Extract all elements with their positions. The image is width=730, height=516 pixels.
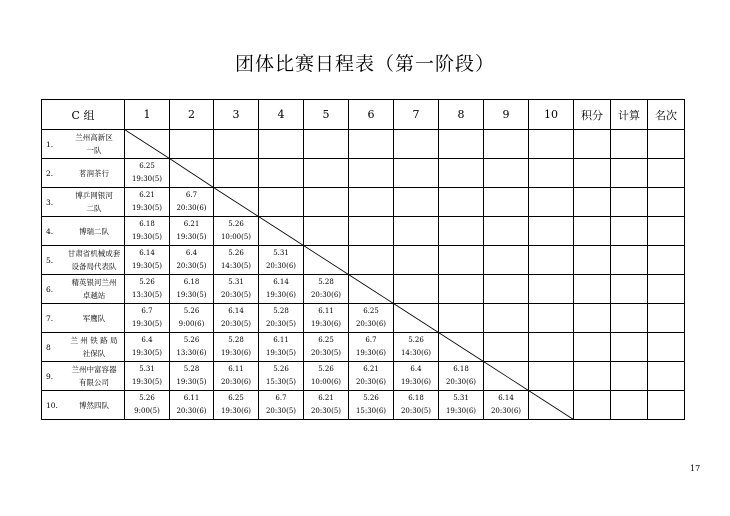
match-time: 20:30(6) — [265, 262, 297, 270]
match-cell — [125, 188, 170, 217]
match-cell — [439, 391, 484, 420]
match-cell — [125, 391, 170, 420]
col-header-2: 2 — [170, 100, 214, 130]
match-date: 5.26 — [318, 365, 334, 373]
match-date: 6.14 — [139, 249, 155, 257]
match-time: 20:30(5) — [220, 291, 252, 299]
match-cell — [170, 391, 214, 420]
match-cell — [484, 304, 529, 333]
match-cell — [439, 217, 484, 246]
match-time: 20:30(6) — [445, 378, 477, 386]
match-date: 5.26 — [363, 394, 379, 402]
table-row — [42, 275, 685, 304]
team-name-line: 博瑞二队 — [79, 226, 109, 236]
match-date: 6.14 — [228, 307, 244, 315]
calc-cell — [611, 159, 648, 188]
match-date: 6.11 — [183, 394, 200, 402]
match-time: 19:30(6) — [220, 349, 252, 357]
match-date: 6.21 — [183, 220, 200, 228]
match-cell — [304, 304, 349, 333]
match-cell — [214, 333, 259, 362]
match-cell — [394, 217, 439, 246]
match-time: 19:30(6) — [355, 349, 387, 357]
header-row — [42, 100, 685, 130]
match-time: 13:30(5) — [131, 291, 163, 299]
score-cell — [574, 391, 611, 420]
team-name-line: 一队 — [86, 146, 102, 155]
match-cell — [304, 159, 349, 188]
match-cell — [259, 275, 304, 304]
table-row — [42, 304, 685, 333]
match-cell — [349, 362, 394, 391]
match-cell — [349, 275, 394, 304]
rank-cell — [648, 217, 685, 246]
page-title: 团体比赛日程表（第一阶段） — [234, 53, 495, 75]
match-time: 19:30(5) — [131, 262, 163, 270]
match-cell — [170, 362, 214, 391]
team-name — [66, 276, 124, 302]
match-cell — [125, 333, 170, 362]
match-time: 20:30(5) — [265, 320, 297, 328]
match-cell — [484, 362, 529, 391]
match-date: 6.14 — [498, 394, 514, 402]
score-header: 积分 — [574, 100, 611, 130]
match-cell — [529, 333, 574, 362]
match-cell — [529, 188, 574, 217]
match-time: 19:30(6) — [445, 407, 477, 415]
team-cell — [42, 188, 125, 217]
match-time: 20:30(6) — [490, 407, 522, 415]
team-cell — [42, 275, 125, 304]
table-row — [42, 362, 685, 391]
match-cell — [529, 362, 574, 391]
match-cell — [349, 246, 394, 275]
table-row — [42, 333, 685, 362]
match-cell — [125, 362, 170, 391]
match-time: 19:30(5) — [176, 233, 207, 241]
rank-cell — [648, 362, 685, 391]
match-date: 5.26 — [273, 365, 289, 373]
team-cell — [42, 362, 125, 391]
col-header-6: 6 — [349, 100, 394, 130]
match-cell — [529, 159, 574, 188]
match-cell — [304, 362, 349, 391]
score-cell — [574, 275, 611, 304]
team-name-line: 有限公司 — [79, 378, 109, 387]
match-date: 6.11 — [273, 336, 289, 344]
match-cell — [439, 275, 484, 304]
match-cell — [125, 304, 170, 333]
match-time: 20:30(6) — [355, 320, 387, 328]
team-cell — [42, 304, 125, 333]
match-date: 5.26 — [228, 220, 244, 228]
team-number: 2. — [46, 168, 54, 178]
team-name — [66, 189, 124, 215]
match-time: 20:30(6) — [355, 378, 387, 386]
team-name-line: 二队 — [86, 204, 102, 213]
match-cell — [529, 391, 574, 420]
rank-cell — [648, 333, 685, 362]
match-time: 15:30(5) — [265, 378, 297, 386]
score-cell — [574, 362, 611, 391]
match-date: 6.18 — [453, 365, 469, 373]
team-cell — [42, 391, 125, 420]
match-cell — [259, 130, 304, 159]
match-cell — [349, 188, 394, 217]
match-cell — [125, 246, 170, 275]
match-cell — [259, 362, 304, 391]
team-name-line: 博然四队 — [79, 400, 109, 410]
team-name-line: 兰州中富容器 — [71, 365, 117, 374]
team-name-line: 社保队 — [82, 349, 106, 358]
match-date: 5.31 — [139, 365, 155, 373]
match-cell — [214, 304, 259, 333]
match-cell — [349, 391, 394, 420]
match-time: 19:30(5) — [176, 291, 207, 299]
match-cell — [349, 130, 394, 159]
team-number: 3. — [46, 197, 54, 207]
match-date: 5.31 — [453, 394, 469, 402]
match-cell — [349, 304, 394, 333]
table-row — [42, 217, 685, 246]
score-cell — [574, 217, 611, 246]
team-cell — [42, 246, 125, 275]
match-cell — [529, 275, 574, 304]
match-date: 6.18 — [408, 394, 424, 402]
match-cell — [439, 333, 484, 362]
team-name-line: 精英银河兰州 — [71, 278, 117, 287]
match-cell — [304, 246, 349, 275]
match-date: 5.26 — [408, 336, 424, 344]
match-time: 19:30(5) — [131, 233, 163, 241]
col-header-4: 4 — [259, 100, 304, 130]
match-cell — [170, 130, 214, 159]
match-date: 6.4 — [410, 365, 422, 373]
team-cell — [42, 333, 125, 362]
match-time: 20:30(6) — [176, 204, 207, 212]
rank-cell — [648, 304, 685, 333]
match-date: 6.4 — [185, 249, 198, 257]
match-time: 20:30(6) — [310, 291, 342, 299]
match-cell — [214, 275, 259, 304]
match-cell — [170, 304, 214, 333]
col-header-9: 9 — [484, 100, 529, 130]
match-cell — [439, 304, 484, 333]
col-header-3: 3 — [214, 100, 259, 130]
match-date: 6.14 — [273, 278, 289, 286]
match-cell — [484, 275, 529, 304]
match-time: 9:00(6) — [178, 320, 205, 328]
match-cell — [304, 217, 349, 246]
col-header-8: 8 — [439, 100, 484, 130]
team-number: 8 — [46, 342, 51, 352]
match-cell — [484, 333, 529, 362]
table-row — [42, 246, 685, 275]
team-name — [66, 225, 124, 238]
match-date: 6.4 — [141, 336, 153, 344]
match-cell — [484, 159, 529, 188]
match-cell — [304, 333, 349, 362]
match-cell — [529, 246, 574, 275]
match-cell — [484, 246, 529, 275]
match-cell — [529, 130, 574, 159]
match-cell — [259, 246, 304, 275]
match-cell — [349, 217, 394, 246]
match-cell — [214, 391, 259, 420]
rank-cell — [648, 391, 685, 420]
team-name — [66, 399, 124, 412]
match-cell — [259, 304, 304, 333]
team-cell — [42, 130, 125, 159]
match-time: 10:00(6) — [310, 378, 342, 386]
team-number: 9. — [46, 371, 54, 381]
match-cell — [214, 130, 259, 159]
match-cell — [259, 333, 304, 362]
match-date: 6.7 — [141, 307, 153, 315]
team-name — [66, 334, 124, 360]
match-time: 19:30(5) — [131, 378, 163, 386]
match-cell — [394, 362, 439, 391]
team-number: 6. — [46, 284, 54, 294]
col-header-10: 10 — [529, 100, 574, 130]
col-header-1: 1 — [125, 100, 170, 130]
match-cell — [214, 159, 259, 188]
match-cell — [394, 275, 439, 304]
match-cell — [439, 188, 484, 217]
score-cell — [574, 188, 611, 217]
match-cell — [529, 217, 574, 246]
match-cell — [484, 130, 529, 159]
calc-cell — [611, 275, 648, 304]
match-date: 5.31 — [228, 278, 244, 286]
team-name-line: 茗润茶行 — [79, 168, 109, 178]
match-time: 19:30(6) — [220, 407, 252, 415]
rank-cell — [648, 246, 685, 275]
match-time: 19:30(5) — [176, 378, 207, 386]
match-cell — [439, 159, 484, 188]
match-date: 5.26 — [139, 278, 155, 286]
match-time: 20:30(6) — [220, 378, 252, 386]
calc-cell — [611, 188, 648, 217]
match-time: 19:30(6) — [400, 378, 432, 386]
match-cell — [394, 130, 439, 159]
match-time: 19:30(5) — [131, 320, 163, 328]
match-date: 5.28 — [318, 278, 334, 286]
match-date: 5.28 — [183, 365, 200, 373]
match-time: 14:30(5) — [220, 262, 252, 270]
match-time: 19:30(5) — [265, 349, 297, 357]
match-date: 6.25 — [318, 336, 334, 344]
match-date: 6.25 — [139, 162, 155, 170]
match-date: 5.31 — [273, 249, 289, 257]
match-time: 15:30(6) — [355, 407, 387, 415]
match-date: 5.26 — [183, 307, 200, 315]
match-date: 5.26 — [183, 336, 200, 344]
match-date: 6.21 — [363, 365, 379, 373]
rank-cell — [648, 159, 685, 188]
match-cell — [170, 159, 214, 188]
match-cell — [170, 217, 214, 246]
match-cell — [259, 217, 304, 246]
match-date: 6.11 — [318, 307, 334, 315]
match-date: 5.26 — [228, 249, 244, 257]
match-time: 14:30(6) — [400, 349, 432, 357]
score-cell — [574, 130, 611, 159]
match-cell — [394, 304, 439, 333]
team-cell — [42, 159, 125, 188]
team-number: 5. — [46, 255, 54, 265]
match-cell — [304, 275, 349, 304]
team-name — [66, 312, 124, 325]
rank-header: 名次 — [648, 100, 685, 130]
match-cell — [170, 246, 214, 275]
match-cell — [529, 304, 574, 333]
match-time: 20:30(5) — [310, 349, 342, 357]
match-date: 6.7 — [365, 336, 377, 344]
match-date: 6.11 — [228, 365, 244, 373]
match-time: 13:30(6) — [176, 349, 207, 357]
team-name-line: 卓越站 — [82, 291, 106, 300]
match-cell — [394, 188, 439, 217]
table-row — [42, 391, 685, 420]
match-cell — [484, 391, 529, 420]
match-cell — [214, 188, 259, 217]
col-header-7: 7 — [394, 100, 439, 130]
match-time: 10:00(5) — [220, 233, 252, 241]
team-name-line: 甘肃省机械成套 — [67, 249, 121, 258]
match-cell — [214, 362, 259, 391]
match-cell — [439, 130, 484, 159]
calc-cell — [611, 246, 648, 275]
table-row — [42, 130, 685, 159]
match-cell — [125, 217, 170, 246]
team-number: 4. — [46, 226, 54, 236]
match-cell — [484, 217, 529, 246]
match-cell — [394, 391, 439, 420]
match-time: 20:30(5) — [176, 262, 207, 270]
match-time: 20:30(5) — [265, 407, 297, 415]
match-cell — [394, 333, 439, 362]
rank-cell — [648, 188, 685, 217]
match-cell — [304, 391, 349, 420]
match-time: 19:30(5) — [131, 349, 163, 357]
team-name — [66, 167, 124, 180]
calc-cell — [611, 362, 648, 391]
match-cell — [259, 188, 304, 217]
match-cell — [394, 246, 439, 275]
match-time: 20:30(5) — [310, 407, 342, 415]
match-time: 20:30(6) — [176, 407, 207, 415]
match-time: 19:30(5) — [131, 204, 163, 212]
schedule-table — [41, 99, 685, 420]
match-cell — [304, 130, 349, 159]
team-number: 10. — [46, 400, 58, 410]
team-name-line: 兰州高新区 — [75, 133, 113, 142]
match-date: 6.21 — [318, 394, 334, 402]
team-number: 1. — [46, 139, 54, 149]
calc-cell — [611, 217, 648, 246]
team-name-line: 军鹰队 — [82, 313, 106, 323]
match-time: 19:30(6) — [265, 291, 297, 299]
calc-cell — [611, 391, 648, 420]
team-name — [66, 363, 124, 389]
match-cell — [349, 333, 394, 362]
group-header: C 组 — [42, 100, 125, 130]
calc-cell — [611, 130, 648, 159]
match-cell — [484, 188, 529, 217]
team-name — [66, 247, 124, 273]
calc-header: 计算 — [611, 100, 648, 130]
match-time: 20:30(5) — [220, 320, 252, 328]
score-cell — [574, 333, 611, 362]
match-date: 6.21 — [139, 191, 155, 199]
score-cell — [574, 246, 611, 275]
match-cell — [214, 246, 259, 275]
match-cell — [125, 159, 170, 188]
match-cell — [214, 217, 259, 246]
team-cell — [42, 217, 125, 246]
col-header-5: 5 — [304, 100, 349, 130]
match-date: 6.18 — [139, 220, 155, 228]
match-time: 9:00(5) — [134, 407, 160, 415]
team-name-line: 设备局代表队 — [71, 262, 117, 271]
match-cell — [259, 391, 304, 420]
calc-cell — [611, 304, 648, 333]
match-cell — [304, 188, 349, 217]
match-date: 6.25 — [228, 394, 244, 402]
match-cell — [259, 159, 304, 188]
score-cell — [574, 304, 611, 333]
match-cell — [170, 333, 214, 362]
match-date: 6.25 — [363, 307, 379, 315]
table-row — [42, 159, 685, 188]
calc-cell — [611, 333, 648, 362]
match-cell — [439, 246, 484, 275]
match-time: 19:30(6) — [310, 320, 342, 328]
score-cell — [574, 159, 611, 188]
table-row — [42, 188, 685, 217]
match-date: 5.28 — [228, 336, 244, 344]
team-number: 7. — [46, 313, 54, 323]
match-date: 6.7 — [185, 191, 198, 199]
rank-cell — [648, 275, 685, 304]
match-time: 20:30(5) — [400, 407, 432, 415]
match-date: 6.18 — [183, 278, 200, 286]
match-time: 19:30(5) — [131, 175, 163, 183]
match-cell — [125, 275, 170, 304]
match-cell — [394, 159, 439, 188]
team-name — [66, 131, 124, 157]
rank-cell — [648, 130, 685, 159]
match-cell — [349, 159, 394, 188]
team-name-line: 博乒网银河 — [75, 191, 113, 200]
match-cell — [170, 275, 214, 304]
match-date: 5.28 — [273, 307, 289, 315]
match-date: 6.7 — [275, 394, 287, 402]
match-cell — [170, 188, 214, 217]
match-date: 5.26 — [139, 394, 155, 402]
team-name-line: 兰 州 铁 路 局 — [70, 336, 118, 345]
page-number: 17 — [690, 464, 701, 473]
match-cell — [125, 130, 170, 159]
match-cell — [439, 362, 484, 391]
